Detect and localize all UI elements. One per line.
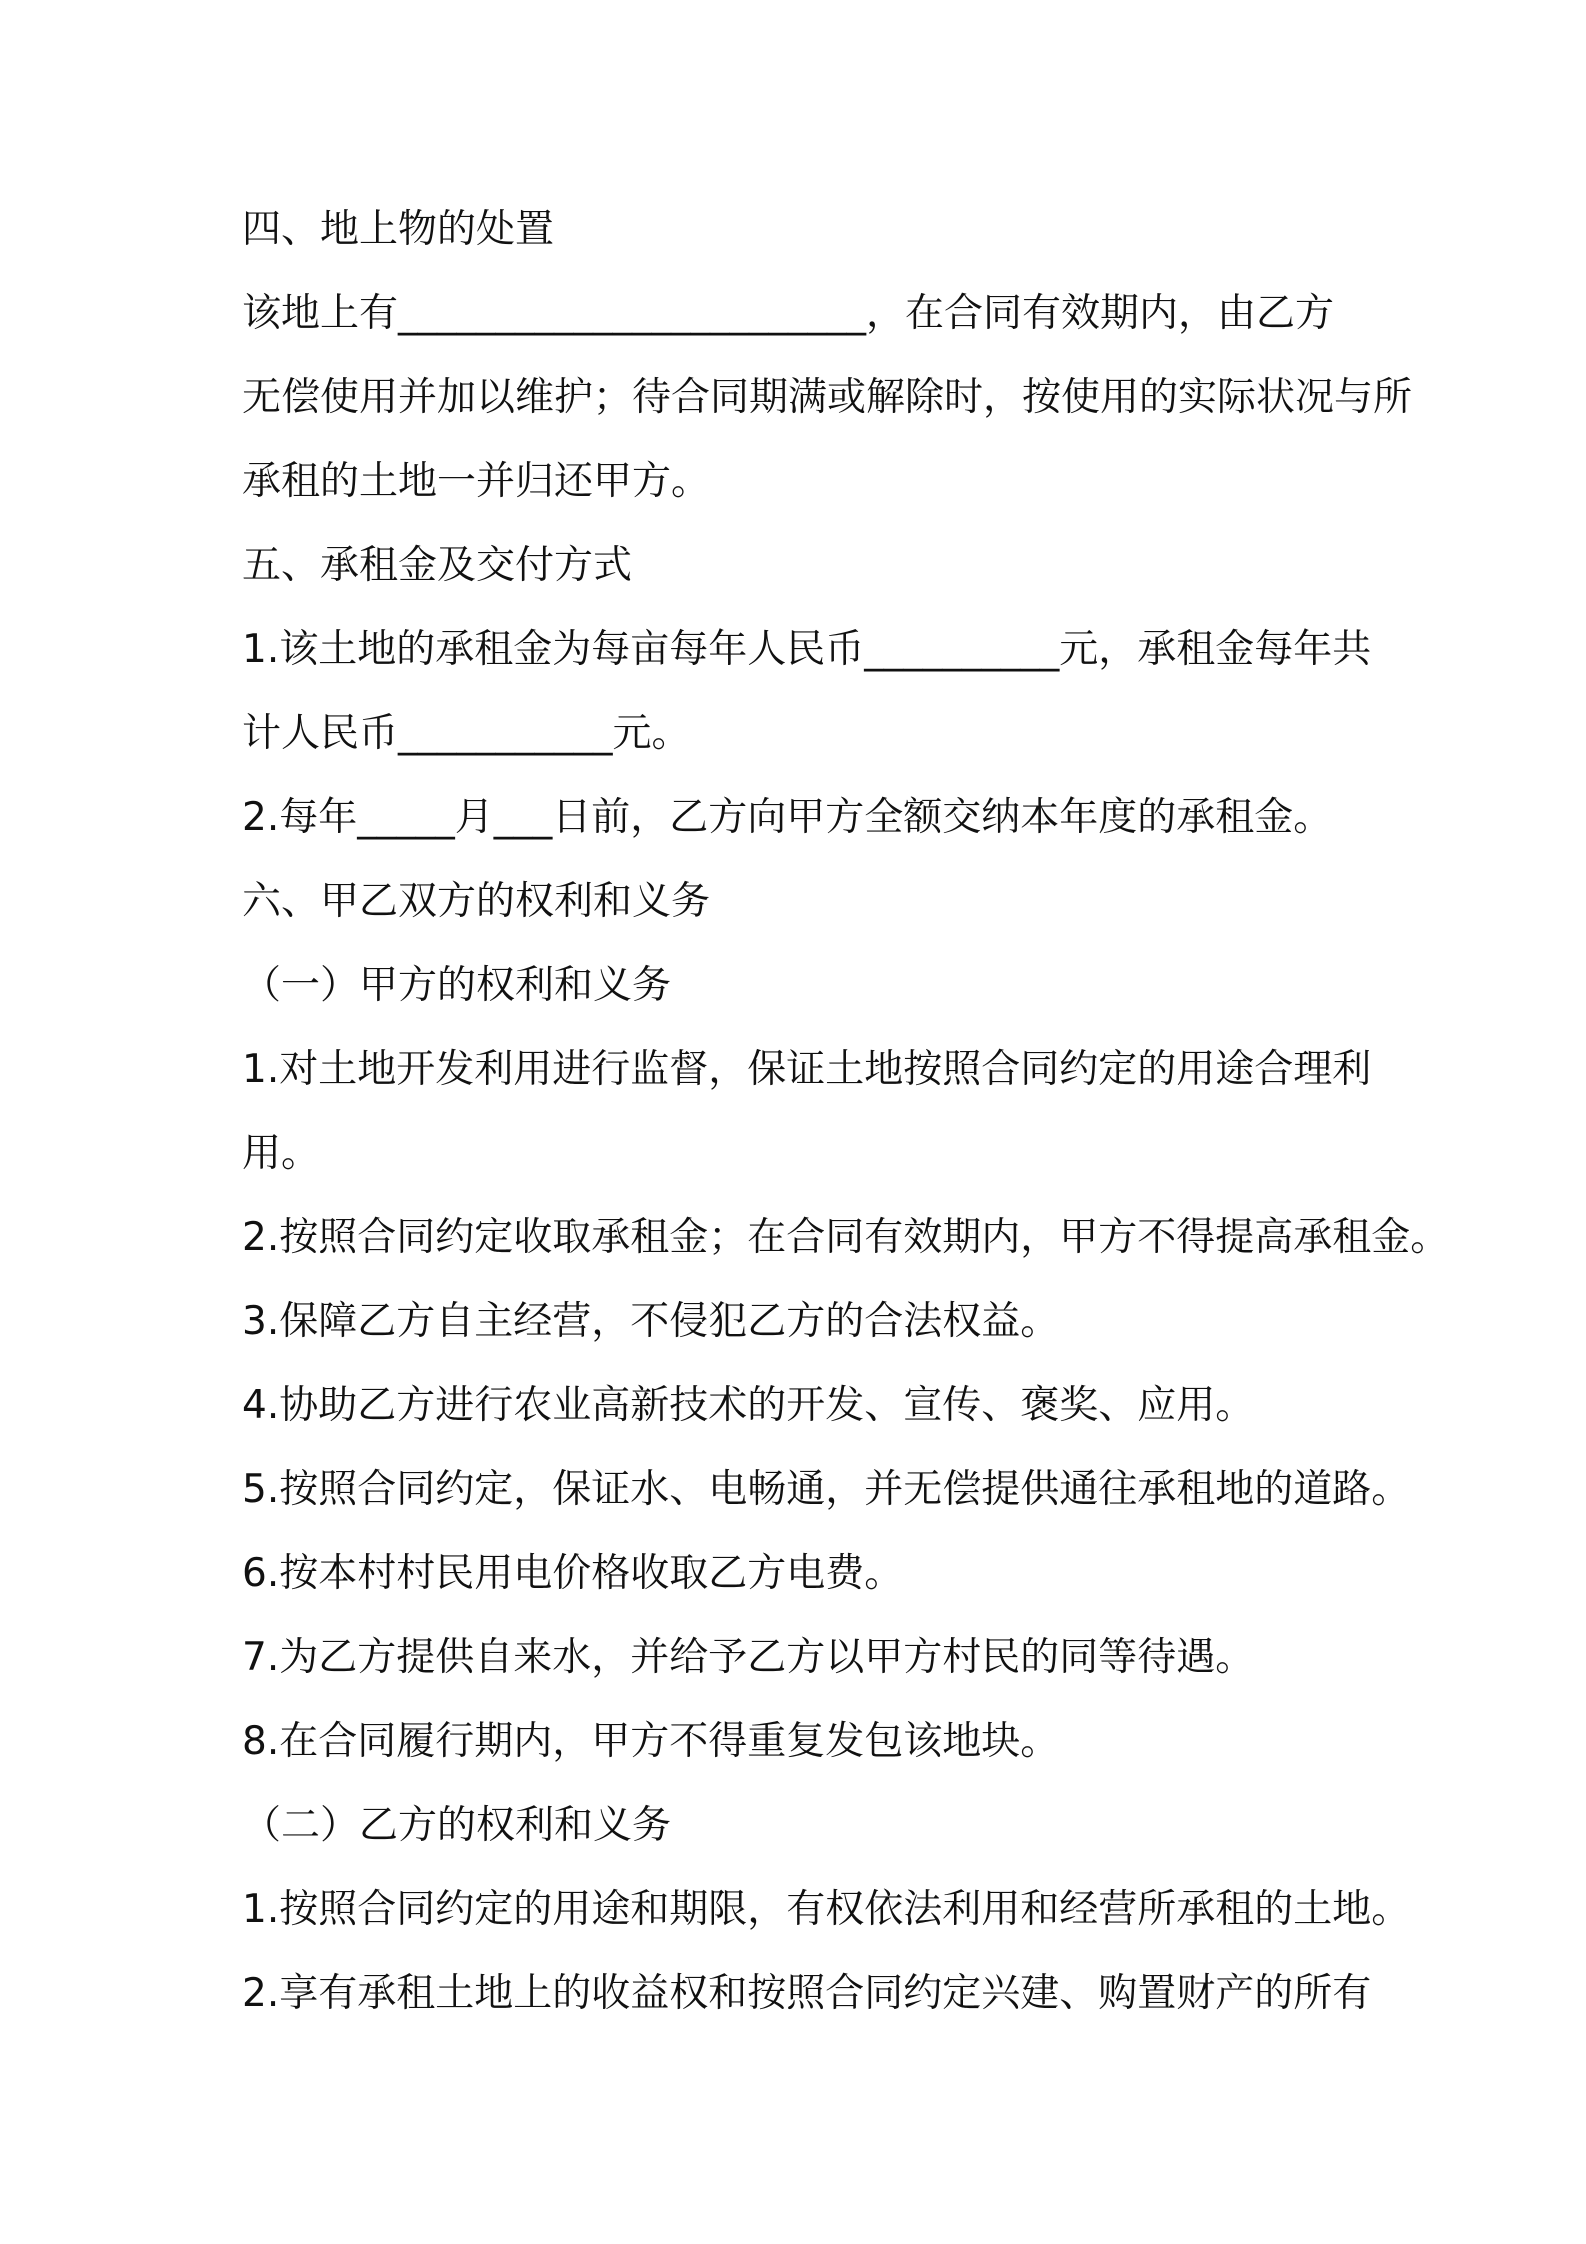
list-item: 4.协助乙方进行农业高新技术的开发、宣传、褒奖、应用。 [242, 1383, 1255, 1428]
paragraph-line: 该地上有________________________，在合同有效期内，由乙方 [242, 291, 1335, 336]
list-item: 2.按照合同约定收取承租金；在合同有效期内，甲方不得提高承租金。 [242, 1215, 1450, 1260]
subsection-heading-2: （二）乙方的权利和义务 [242, 1803, 672, 1848]
list-item: 6.按本村村民用电价格收取乙方电费。 [242, 1551, 904, 1596]
paragraph-line: 计人民币___________元。 [242, 711, 691, 756]
paragraph-line: 无偿使用并加以维护；待合同期满或解除时，按使用的实际状况与所 [242, 375, 1413, 420]
list-item: 3.保障乙方自主经营，不侵犯乙方的合法权益。 [242, 1299, 1060, 1344]
section-heading-4: 四、地上物的处置 [242, 207, 555, 252]
list-item: 8.在合同履行期内，甲方不得重复发包该地块。 [242, 1719, 1060, 1764]
list-item: 5.按照合同约定，保证水、电畅通，并无偿提供通往承租地的道路。 [242, 1467, 1411, 1512]
section-heading-5: 五、承租金及交付方式 [242, 543, 633, 588]
list-item-continuation: 用。 [242, 1131, 321, 1176]
list-item: 1.对土地开发利用进行监督，保证土地按照合同约定的用途合理利 [242, 1047, 1372, 1092]
list-item: 7.为乙方提供自来水，并给予乙方以甲方村民的同等待遇。 [242, 1635, 1255, 1680]
section-heading-6: 六、甲乙双方的权利和义务 [242, 879, 711, 924]
paragraph-line: 承租的土地一并归还甲方。 [242, 459, 711, 504]
paragraph-line: 2.每年_____月___日前，乙方向甲方全额交纳本年度的承租金。 [242, 795, 1333, 840]
paragraph-line: 1.该土地的承租金为每亩每年人民币__________元，承租金每年共 [242, 627, 1372, 672]
subsection-heading-1: （一）甲方的权利和义务 [242, 963, 672, 1008]
list-item: 2.享有承租土地上的收益权和按照合同约定兴建、购置财产的所有 [242, 1971, 1372, 2016]
list-item: 1.按照合同约定的用途和期限，有权依法利用和经营所承租的土地。 [242, 1887, 1411, 1932]
document-body [242, 197, 1450, 2045]
